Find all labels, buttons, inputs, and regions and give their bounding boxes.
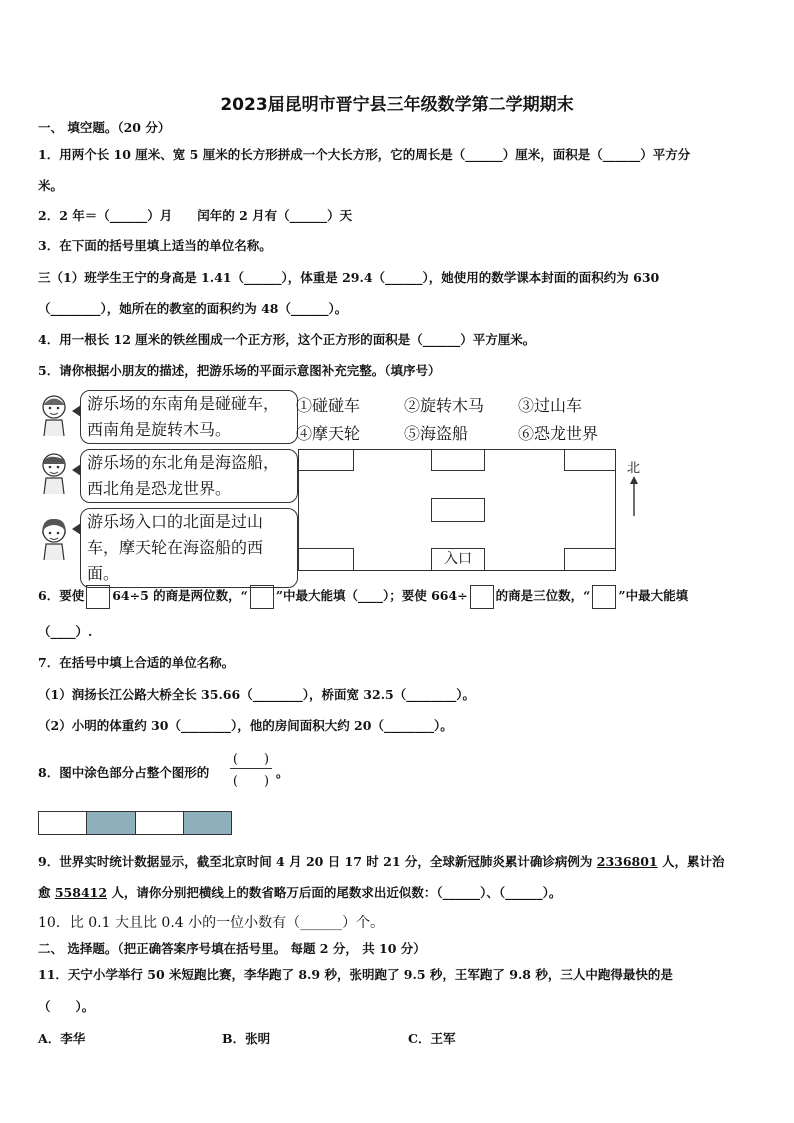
q9-text-4: 人，请你分别把横线上的数省略万后面的尾数求出近似数：（______）、（______）。 — [107, 885, 562, 900]
option-4: ④摩天轮 — [296, 424, 361, 443]
option-2: ②旋转木马 — [404, 396, 485, 415]
child-avatar-2 — [36, 450, 72, 494]
fraction-numerator: ( ) — [232, 752, 270, 767]
q3-line2: （________），她所在的教室的面积约为 48（______）。 — [38, 301, 348, 316]
q6-blank-box-1 — [86, 585, 110, 609]
q7-part1: （1）润扬长江公路大桥全长 35.66（________），桥面宽 32.5（________）。 — [38, 687, 475, 702]
north-label: 北 — [627, 461, 641, 476]
figure-part-1 — [39, 812, 87, 834]
map-slot-southeast — [564, 548, 616, 571]
map-slot-southwest — [298, 548, 354, 571]
option-5: ⑤海盗船 — [404, 424, 469, 443]
q11-choice-a: A．李华 — [38, 1031, 86, 1046]
fraction-bar — [230, 768, 272, 769]
q9-line2 — [38, 885, 561, 901]
q11-line2: （ ）。 — [38, 999, 95, 1014]
speech-bubble-1: 游乐场的东南角是碰碰车，西南角是旋转木马。 — [80, 390, 298, 444]
speech-bubble-2: 游乐场的东北角是海盗船，西北角是恐龙世界。 — [80, 449, 298, 503]
map-slot-northwest — [298, 449, 354, 471]
q6-part4: 的商是三位数，“ — [495, 588, 591, 603]
child-avatar-3 — [36, 516, 72, 560]
speech-bubble-3: 游乐场入口的北面是过山车，摩天轮在海盗船的西面。 — [80, 508, 298, 588]
q6-part3: ”中最大能填（____）；要使 664÷ — [275, 588, 468, 603]
option-6: ⑥恐龙世界 — [518, 424, 599, 443]
q5: 5．请你根据小朋友的描述，把游乐场的平面示意图补充完整。（填序号） — [38, 363, 441, 378]
north-arrow-icon — [628, 474, 640, 518]
q6-part2: 64÷5 的商是两位数，“ — [112, 588, 248, 603]
q9-text-1: 9．世界实时统计数据显示，截至北京时间 4 月 20 日 17 时 21 分，全球新冠肺炎累计确诊病例为 — [38, 854, 597, 869]
q6-part1: 6．要使 — [38, 588, 85, 603]
q4: 4．用一根长 12 厘米的铁丝围成一个正方形，这个正方形的面积是（______）平方厘米。 — [38, 332, 536, 347]
q6-line2: （____）. — [38, 624, 93, 639]
map-slot-northeast — [564, 449, 616, 471]
map-slot-north — [431, 449, 485, 471]
q9-text-3: 愈 — [38, 885, 55, 900]
q11-line1: 11．天宁小学举行 50 米短跑比赛，李华跑了 8.9 秒，张明跑了 9.5 秒，王军跑了 9.8 秒，三人中跑得最快的是 — [38, 967, 673, 982]
q9-text-2: 人，累计治 — [657, 854, 725, 869]
figure-part-4-shaded — [184, 812, 231, 834]
q1-line2: 米。 — [38, 178, 64, 193]
q9-number-confirmed: 2336801 — [596, 854, 658, 869]
child-avatar-1 — [36, 392, 72, 436]
q3: 3．在下面的括号里填上适当的单位名称。 — [38, 238, 272, 253]
q11-choice-b: B．张明 — [222, 1031, 271, 1046]
q8: 8．图中涂色部分占整个图形的 — [38, 765, 210, 780]
option-3: ③过山车 — [518, 396, 583, 415]
map-slot-center — [431, 498, 485, 522]
q6-blank-box-2 — [250, 585, 274, 609]
q9-line1 — [38, 854, 725, 870]
q6-line1 — [38, 584, 688, 609]
section-1-heading: 一、 填空题。（20 分） — [38, 120, 171, 135]
q6-part5: ”中最大能填 — [618, 588, 689, 603]
q10: 10．比 0.1 大且比 0.4 小的一位小数有（______）个。 — [38, 915, 385, 931]
q8-end: 。 — [276, 765, 289, 780]
q2: 2．2 年＝（______）月 闰年的 2 月有（______）天 — [38, 208, 353, 223]
q7-part2: （2）小明的体重约 30（________），他的房间面积大约 20（________）。 — [38, 718, 453, 733]
q7: 7．在括号中填上合适的单位名称。 — [38, 655, 235, 670]
q3-line1: 三（1）班学生王宁的身高是 1.41（______），体重是 29.4（______），她使用的数学课本封面的面积约为 630 — [38, 270, 660, 285]
q6-blank-box-3 — [470, 585, 494, 609]
map-entrance: 入口 — [431, 548, 485, 571]
shaded-figure — [38, 811, 232, 835]
section-2-heading: 二、 选择题。（把正确答案序号填在括号里。 每题 2 分， 共 10 分） — [38, 941, 426, 956]
fraction-denominator: ( ) — [232, 774, 270, 789]
option-1: ①碰碰车 — [296, 396, 361, 415]
amusement-park-map — [298, 449, 616, 571]
figure-part-3 — [136, 812, 184, 834]
q9-number-recovered: 558412 — [54, 885, 108, 900]
page-title: 2023届昆明市晋宁县三年级数学第二学期期末 — [220, 95, 574, 115]
q6-blank-box-4 — [592, 585, 616, 609]
q11-choice-c: C．王军 — [408, 1031, 456, 1046]
figure-part-2-shaded — [87, 812, 135, 834]
q8-fraction-blank — [230, 748, 272, 789]
q1-line1: 1．用两个长 10 厘米、宽 5 厘米的长方形拼成一个大长方形，它的周长是（______）厘米，面积是（______）平方分 — [38, 147, 691, 162]
